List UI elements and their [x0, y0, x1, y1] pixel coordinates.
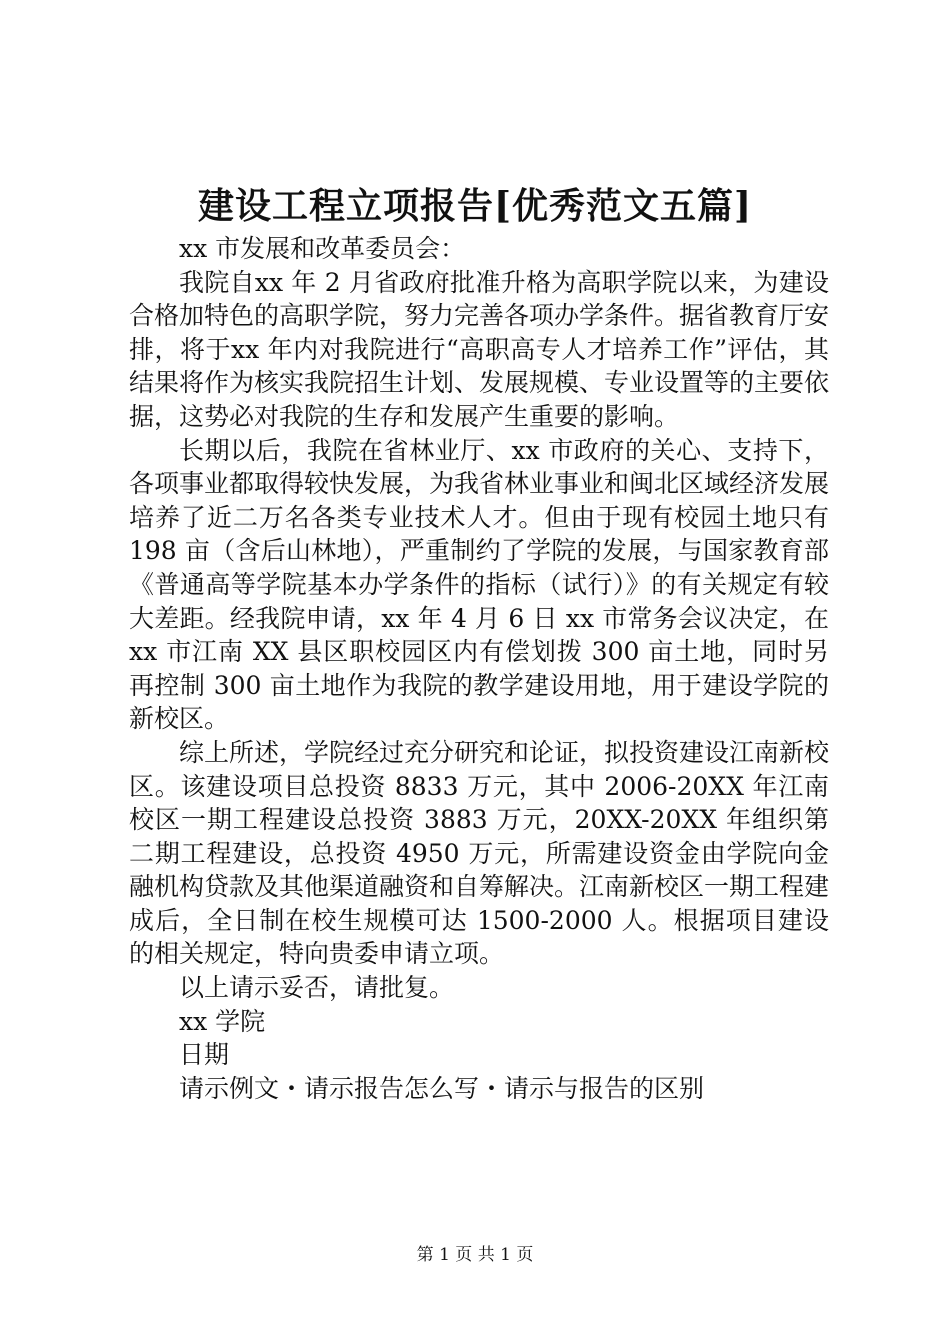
paragraph: 我院自xx 年 2 月省政府批准升格为高职学院以来，为建设合格加特色的高职学院，努力完善各项办学条件。据省教育厅安排，将于xx 年内对我院进行“高职高专人才培养工作”评估，其结果将作为核实我院招生计划、发展规模、专业设置等的主要依据，这势必对我院的生存和发展产生重要的影响。: [129, 267, 830, 431]
page-footer: 第 1 页 共 1 页: [416, 1245, 534, 1265]
document-body: [129, 232, 829, 1105]
related-links: 请示例文・请示报告怎么写・请示与报告的区别: [179, 1073, 705, 1103]
paragraph: 综上所述，学院经过充分研究和论证，拟投资建设江南新校区。该建设项目总投资 8833 万元，其中 2006-20XX 年江南校区一期工程建设总投资 3883 万元，20XX-20XX 年组织第二期工程建设，总投资 4950 万元，所需建设资金由学院向金融机构贷款及其他渠道融资和自筹解决。江南新校区一期工程建成后，全日制在校生规模可达 1500-2000 人。根据项目建设的相关规定，特向贵委申请立项。: [129, 737, 830, 969]
salutation: xx 市发展和改革委员会：: [179, 234, 466, 263]
closing-line: 以上请示妥否，请批复。: [179, 973, 455, 1003]
signature: xx 学院: [179, 1006, 266, 1036]
document-title: 建设工程立项报告[优秀范文五篇]: [197, 185, 753, 227]
date-label: 日期: [179, 1040, 230, 1070]
paragraph: 长期以后，我院在省林业厅、xx 市政府的关心、支持下，各项事业都取得较快发展，为我省林业事业和闽北区域经济发展培养了近二万名各类专业技术人才。但由于现有校园土地只有 198 亩（含后山林地），严重制约了学院的发展，与国家教育部《普通高等学院基本办学条件的指标（试行）》的有关规定有较大差距。经我院申请，xx 年 4 月 6 日 xx 市常务会议决定，在 xx 市江南 XX 县区职校园区内有偿划拨 300 亩土地，同时另再控制 300 亩土地作为我院的教学建设用地，用于建设学院的新校区。: [129, 435, 830, 734]
